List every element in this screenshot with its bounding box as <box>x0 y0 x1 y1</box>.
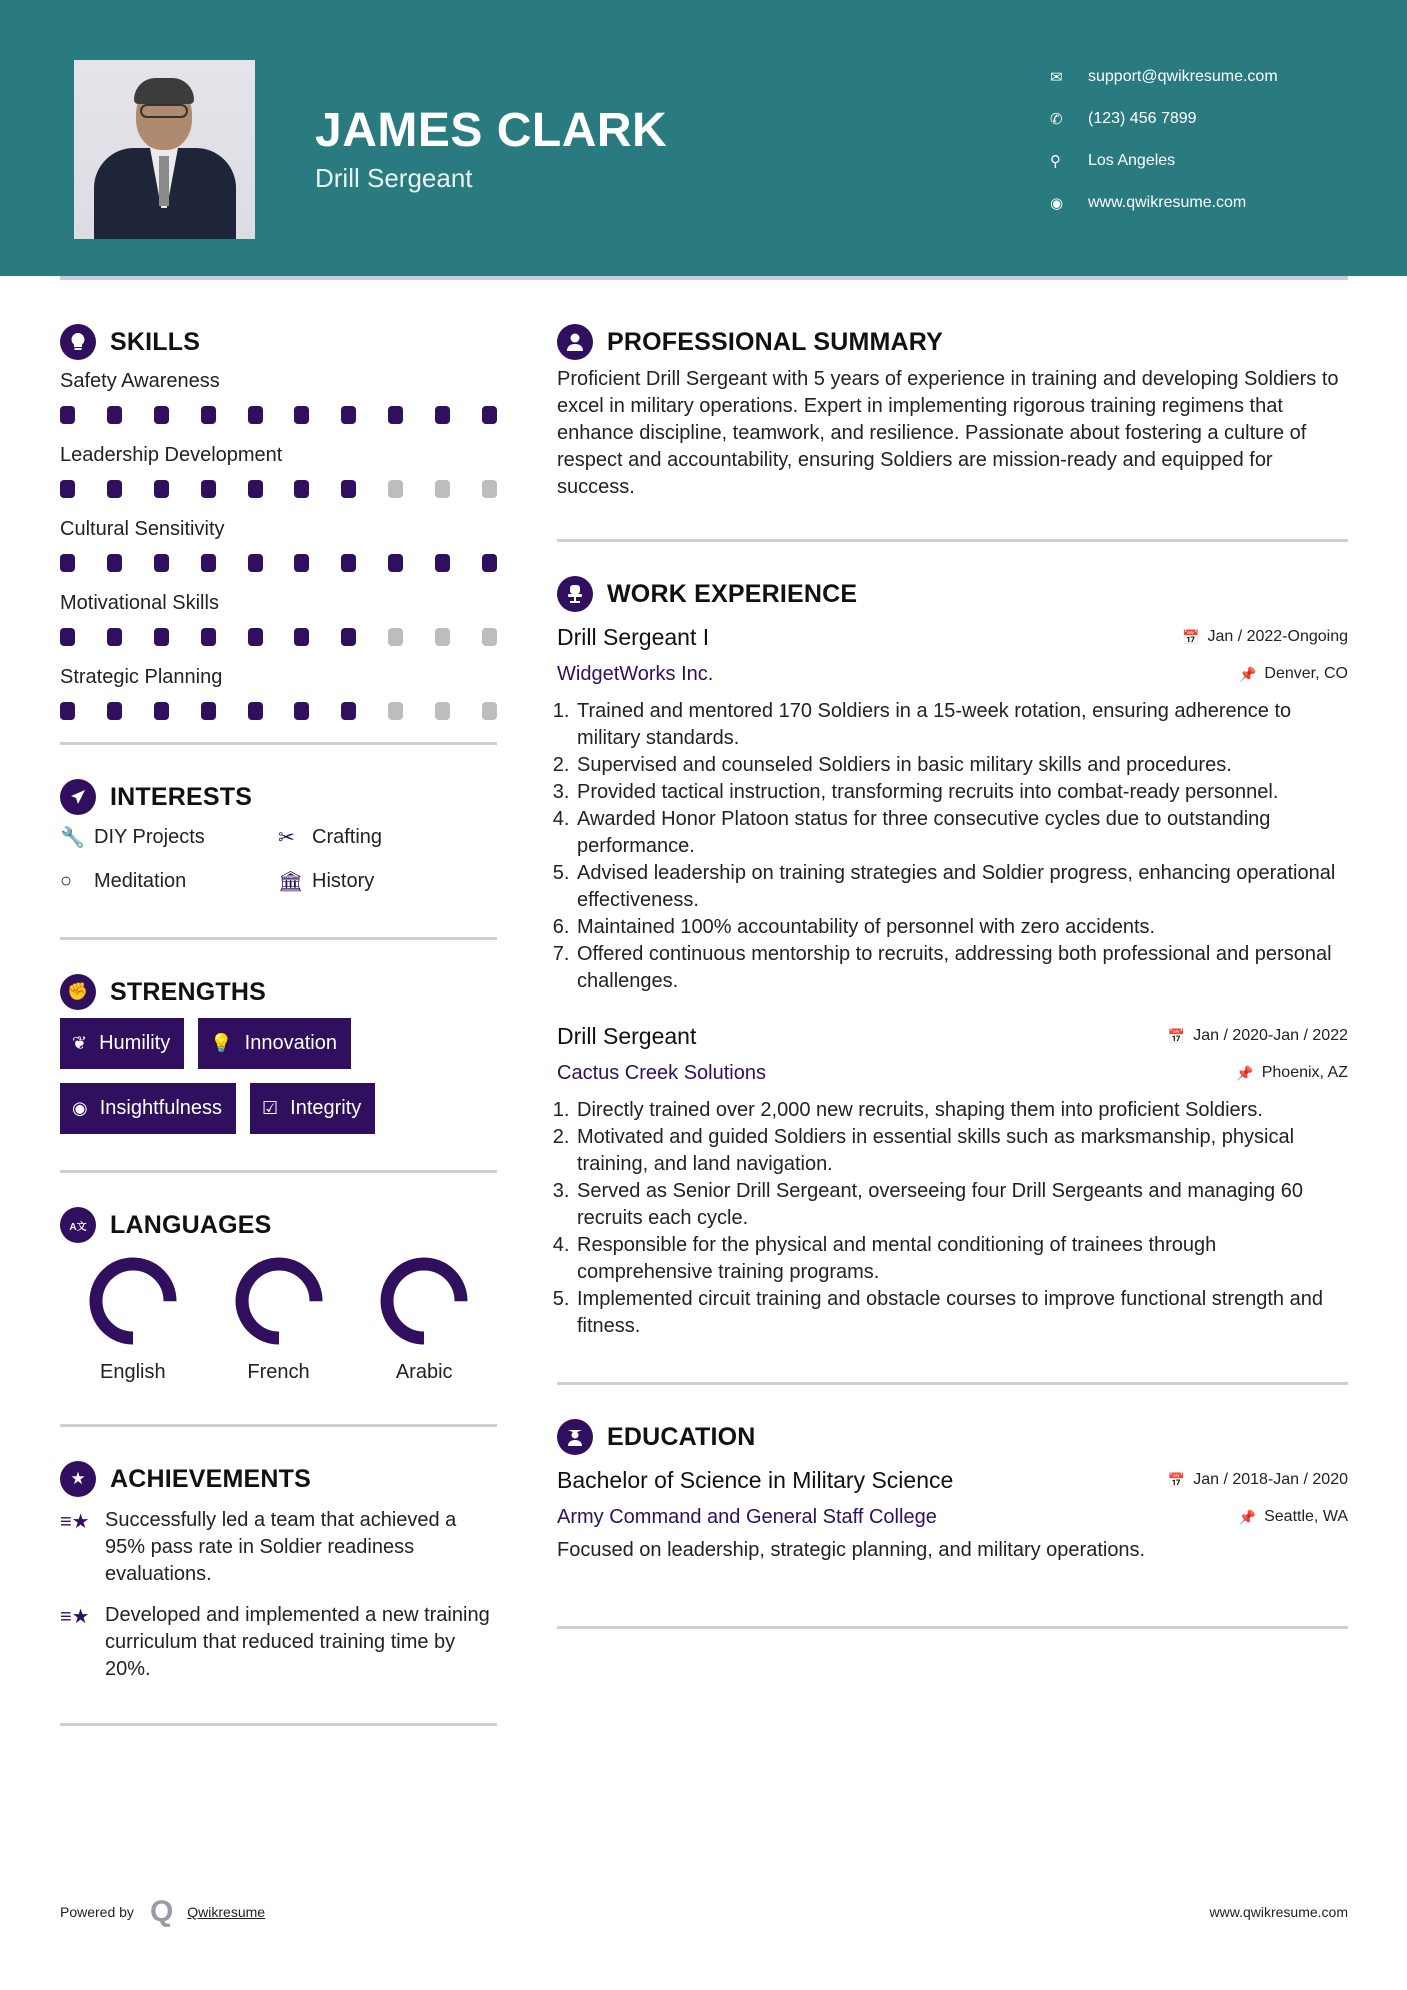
rating-dot-filled <box>248 406 263 424</box>
contact-phone[interactable]: ✆ (123) 456 7899 <box>1050 110 1197 128</box>
skill-rating <box>60 544 497 588</box>
rating-dot-filled <box>60 406 75 424</box>
strength-tag: ☑ Integrity <box>250 1083 375 1134</box>
job-entry <box>557 618 1348 995</box>
skill-name: Cultural Sensitivity <box>60 518 225 540</box>
job-location: Phoenix, AZ <box>1261 1064 1348 1081</box>
rating-dot-filled <box>341 702 356 720</box>
job-bullet: 3. Served as Senior Drill Sergeant, overseeing four Drill Sergeants and managing 60 recruits each cycle. <box>575 1178 1348 1232</box>
rating-dot-filled <box>248 480 263 498</box>
strengths-title: STRENGTHS <box>110 977 266 1006</box>
wrench-icon: 🔧 <box>60 826 85 849</box>
languages-title: LANGUAGES <box>110 1210 272 1239</box>
skill-name: Leadership Development <box>60 444 283 466</box>
calendar-icon: 📅 <box>1167 1471 1186 1488</box>
skill-name: Motivational Skills <box>60 592 219 614</box>
summary-section <box>557 320 1348 501</box>
section-divider <box>60 1170 497 1173</box>
language-name: French <box>247 1361 310 1383</box>
rating-dot-filled <box>60 480 75 498</box>
profile-photo <box>74 60 255 239</box>
education-title: EDUCATION <box>607 1422 756 1451</box>
rating-dot-filled <box>154 406 169 424</box>
section-divider <box>557 1382 1348 1385</box>
rating-dot-empty <box>388 628 403 646</box>
experience-section <box>557 572 1348 1340</box>
job-entry <box>557 1017 1348 1340</box>
pushpin-icon: 📌 <box>1236 1064 1254 1081</box>
achievement-item: ≡★ Developed and implemented a new training curriculum that reduced training time by 20%. <box>60 1602 497 1683</box>
powered-by-label: Powered by <box>60 1904 134 1920</box>
translate-icon: A文 <box>60 1207 96 1243</box>
degree-name: Bachelor of Science in Military Science <box>557 1467 954 1493</box>
interests-title: INTERESTS <box>110 782 253 811</box>
rating-dot-filled <box>60 554 75 572</box>
calendar-icon: 📅 <box>1167 1027 1186 1044</box>
skill-name: Safety Awareness <box>60 370 220 392</box>
contact-location: ⚲ Los Angeles <box>1050 152 1176 170</box>
lightbulb-icon <box>60 324 96 360</box>
rating-dot-filled <box>154 554 169 572</box>
rating-dot-filled <box>248 702 263 720</box>
rating-dot-filled <box>248 554 263 572</box>
rating-dot-filled <box>201 554 216 572</box>
rating-dot-filled <box>482 554 497 572</box>
circle-icon: ○ <box>60 869 73 892</box>
skill-rating <box>60 470 497 514</box>
job-bullets <box>557 1097 1348 1340</box>
checkbox-icon: ☑ <box>262 1098 279 1118</box>
envelope-icon: ✉ <box>1050 69 1063 86</box>
rating-dot-filled <box>154 480 169 498</box>
skills-title: SKILLS <box>110 327 201 356</box>
candidate-name: JAMES CLARK <box>315 104 668 157</box>
interests-section <box>60 775 497 897</box>
language-item <box>60 1255 206 1384</box>
job-company: WidgetWorks Inc. <box>557 663 714 685</box>
rating-dot-filled <box>341 628 356 646</box>
jobs-list <box>557 618 1348 1340</box>
strength-tag: ❦ Humility <box>60 1018 184 1069</box>
rating-dot-filled <box>107 628 122 646</box>
job-bullet: 3. Provided tactical instruction, transforming recruits into combat-ready personnel. <box>575 779 1348 806</box>
header-divider <box>60 276 1348 280</box>
scissors-icon: ✂ <box>278 826 295 849</box>
rating-dot-empty <box>435 480 450 498</box>
rating-dot-filled <box>388 406 403 424</box>
rating-dot-empty <box>482 480 497 498</box>
language-progress-ring <box>87 1255 179 1347</box>
rating-dot-filled <box>294 554 309 572</box>
rating-dot-filled <box>435 554 450 572</box>
rating-dot-filled <box>388 554 403 572</box>
job-bullet: 4. Awarded Honor Platoon status for three consecutive cycles due to outstanding performance. <box>575 806 1348 860</box>
lightbulb-icon: 💡 <box>210 1033 233 1053</box>
languages-list <box>60 1255 497 1384</box>
footer-website[interactable]: www.qwikresume.com <box>1209 1904 1348 1920</box>
interests-list <box>60 821 497 897</box>
rating-dot-empty <box>482 702 497 720</box>
achievement-item: ≡★ Successfully led a team that achieved a 95% pass rate in Soldier readiness evaluations. <box>60 1507 497 1588</box>
rating-dot-filled <box>60 628 75 646</box>
job-title: Drill Sergeant I <box>557 624 710 650</box>
language-name: English <box>100 1361 166 1383</box>
rating-dot-filled <box>107 480 122 498</box>
shooting-star-icon: ≡★ <box>60 1511 90 1533</box>
job-bullet: 1. Trained and mentored 170 Soldiers in a 15-week rotation, ensuring adherence to military standards. <box>575 698 1348 752</box>
rating-dot-filled <box>341 480 356 498</box>
user-icon <box>557 324 593 360</box>
strength-tag: ◉ Insightfulness <box>60 1083 236 1134</box>
section-divider <box>60 742 497 745</box>
leaf-icon: ❦ <box>72 1033 88 1053</box>
summary-text: Proficient Drill Sergeant with 5 years of experience in training and developing Soldiers to excel in military operations. Expert in implementing rigorous training regimens that enhance discipline, teamwork, and resilience. Passionate about fostering a culture of respect and accountability, ensuring Soldiers are mission-ready and equipped for success. <box>557 368 1339 498</box>
school-name: Army Command and General Staff College <box>557 1506 937 1528</box>
rating-dot-filled <box>107 554 122 572</box>
language-progress-ring <box>378 1255 470 1347</box>
education-location: Seattle, WA <box>1264 1508 1348 1525</box>
job-location: Denver, CO <box>1264 665 1348 682</box>
rating-dot-filled <box>294 406 309 424</box>
right-column <box>557 320 1348 1629</box>
skills-section <box>60 320 497 736</box>
rating-dot-filled <box>201 406 216 424</box>
language-name: Arabic <box>395 1361 453 1383</box>
rating-dot-filled <box>154 628 169 646</box>
interest-item: 🏛 History <box>278 869 375 893</box>
job-bullet: 5. Implemented circuit training and obstacle courses to improve functional strength and fitness. <box>575 1286 1348 1340</box>
rating-dot-filled <box>294 628 309 646</box>
rating-dot-empty <box>482 628 497 646</box>
rating-dot-filled <box>294 480 309 498</box>
phone-icon: ✆ <box>1050 111 1063 128</box>
job-bullet: 6. Maintained 100% accountability of personnel with zero accidents. <box>575 914 1348 941</box>
education-dates: Jan / 2018-Jan / 2020 <box>1193 1471 1348 1488</box>
rating-dot-empty <box>388 702 403 720</box>
rating-dot-filled <box>60 702 75 720</box>
rating-dot-filled <box>294 702 309 720</box>
job-bullet: 2. Supervised and counseled Soldiers in basic military skills and procedures. <box>575 752 1348 779</box>
rating-dot-filled <box>154 702 169 720</box>
language-progress-ring <box>233 1255 325 1347</box>
language-item <box>351 1255 497 1384</box>
achievements-section <box>60 1457 497 1683</box>
shooting-star-icon: ≡★ <box>60 1606 90 1628</box>
rating-dot-filled <box>341 554 356 572</box>
pushpin-icon: 📌 <box>1238 665 1257 682</box>
strength-tag: 💡 Innovation <box>198 1018 351 1069</box>
achievements-title: ACHIEVEMENTS <box>110 1464 312 1493</box>
section-divider <box>60 937 497 940</box>
rating-dot-filled <box>435 406 450 424</box>
rating-dot-filled <box>248 628 263 646</box>
paper-plane-icon <box>60 779 96 815</box>
job-bullet: 1. Directly trained over 2,000 new recruits, shaping them into proficient Soldiers. <box>575 1097 1348 1124</box>
job-dates: Jan / 2020-Jan / 2022 <box>1193 1027 1348 1044</box>
pushpin-icon: 📌 <box>1238 1508 1257 1525</box>
education-section <box>557 1415 1348 1564</box>
graduate-icon <box>557 1419 593 1455</box>
job-company: Cactus Creek Solutions <box>557 1062 766 1084</box>
interest-item: ○ Meditation <box>60 869 187 892</box>
rating-dot-filled <box>482 406 497 424</box>
skill-rating <box>60 618 497 662</box>
language-item <box>206 1255 352 1384</box>
interest-item: ✂ Crafting <box>278 825 383 849</box>
fist-icon: ✊ <box>60 974 96 1010</box>
interest-item: 🔧 DIY Projects <box>60 825 205 849</box>
job-bullet: 7. Offered continuous mentorship to recruits, addressing both professional and personal challenges. <box>575 941 1348 995</box>
star-badge-icon: ★ <box>60 1461 96 1497</box>
calendar-icon: 📅 <box>1182 628 1200 645</box>
skill-name: Strategic Planning <box>60 666 223 688</box>
strengths-section <box>60 970 497 1134</box>
candidate-title: Drill Sergeant <box>315 163 473 193</box>
job-bullets <box>557 698 1348 995</box>
rating-dot-empty <box>435 702 450 720</box>
skills-list <box>60 366 497 736</box>
job-bullet: 2. Motivated and guided Soldiers in essential skills such as marksmanship, physical training, and land navigation. <box>575 1124 1348 1178</box>
strengths-list <box>60 1018 497 1134</box>
job-dates: Jan / 2022-Ongoing <box>1207 628 1348 645</box>
section-divider <box>557 539 1348 542</box>
rating-dot-filled <box>201 480 216 498</box>
rating-dot-filled <box>107 406 122 424</box>
left-column <box>60 320 497 1726</box>
section-divider <box>60 1424 497 1427</box>
contact-email[interactable]: ✉ support@qwikresume.com <box>1050 68 1278 86</box>
rating-dot-filled <box>341 406 356 424</box>
globe-icon: ◉ <box>1050 195 1064 212</box>
education-description: Focused on leadership, strategic planning, and military operations. <box>557 1539 1146 1561</box>
footer <box>60 1895 1348 1929</box>
resume-header <box>0 0 1407 276</box>
rating-dot-empty <box>435 628 450 646</box>
qwikresume-logo-icon: Q <box>149 1895 174 1928</box>
job-title: Drill Sergeant <box>557 1023 697 1049</box>
section-divider <box>60 1723 497 1726</box>
qwikresume-link[interactable]: Qwikresume <box>187 1904 266 1920</box>
contact-website[interactable]: ◉ www.qwikresume.com <box>1050 194 1247 212</box>
skill-rating <box>60 396 497 440</box>
languages-section <box>60 1203 497 1384</box>
museum-icon: 🏛 <box>278 870 304 893</box>
job-bullet: 5. Advised leadership on training strategies and Soldier progress, enhancing operational effectiveness. <box>575 860 1348 914</box>
rating-dot-filled <box>201 702 216 720</box>
section-divider <box>557 1626 1348 1629</box>
summary-title: PROFESSIONAL SUMMARY <box>607 327 943 356</box>
experience-title: WORK EXPERIENCE <box>607 579 858 608</box>
rating-dot-empty <box>388 480 403 498</box>
rating-dot-filled <box>201 628 216 646</box>
skill-rating <box>60 692 497 736</box>
office-chair-icon <box>557 576 593 612</box>
contact-list <box>1050 56 1278 224</box>
map-pin-icon: ⚲ <box>1050 153 1061 170</box>
job-bullet: 4. Responsible for the physical and mental conditioning of trainees through comprehensive training programs. <box>575 1232 1348 1286</box>
rating-dot-filled <box>107 702 122 720</box>
eye-icon: ◉ <box>72 1098 88 1118</box>
